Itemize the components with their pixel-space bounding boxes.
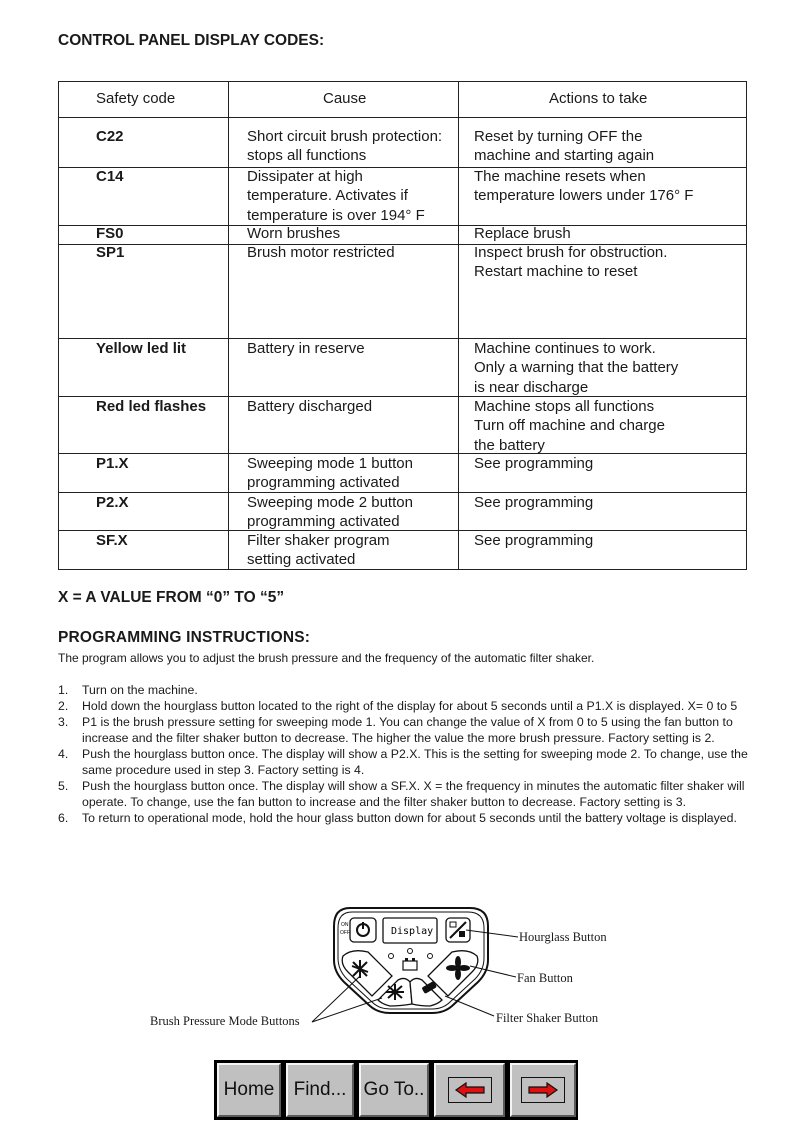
- cause-line: Filter shaker program: [247, 532, 390, 549]
- programming-title: PROGRAMMING INSTRUCTIONS:: [58, 629, 311, 646]
- find-button[interactable]: Find...: [286, 1063, 354, 1117]
- action-line: is near discharge: [474, 378, 589, 396]
- action-line: Machine stops all functions: [474, 398, 655, 415]
- previous-page-button[interactable]: [434, 1063, 505, 1117]
- action-line: Turn off machine and charge: [474, 417, 665, 435]
- code-cell: C14: [96, 168, 124, 185]
- step-text: Push the hourglass button once. The display will show a P2.X. This is the setting for sweeping mode 2. To change, use the same procedure used in step 3. Factory setting is 4.: [82, 747, 748, 777]
- code-cell: Yellow led lit: [96, 340, 187, 357]
- action-line: Inspect brush for obstruction.: [474, 244, 668, 261]
- filter-shaker-callout: Filter Shaker Button: [496, 1011, 599, 1025]
- action-line: See programming: [474, 532, 594, 549]
- list-item: 2. Hold down the hourglass button located to the right of the display for about 5 seconds until a P1.X is displayed. X= 0 to 5: [58, 699, 738, 713]
- header-safety-code: Safety code: [96, 90, 176, 107]
- list-item: 5. Push the hourglass button once. The display will show a SF.X. X = the frequency in minutes the automatic filter shaker will operate. To change, use the fan button to increase and the filter shaker button to decrease. Factory setting is 3.: [58, 779, 745, 809]
- step-text: Turn on the machine.: [82, 683, 198, 697]
- list-item: 1. Turn on the machine.: [58, 683, 198, 697]
- page-heading: CONTROL PANEL DISPLAY CODES:: [58, 32, 325, 49]
- cause-line: Dissipater at high: [247, 168, 363, 185]
- header-cause: Cause: [323, 90, 367, 107]
- display-label: Display: [391, 926, 434, 937]
- list-item: 3. P1 is the brush pressure setting for sweeping mode 1. You can change the value of X from 0 to 5 using the fan button to increase and the filter shaker button to decrease. The higher the value the more brush pressure. Factory setting is 2.: [58, 715, 733, 745]
- code-cell: Red led flashes: [96, 398, 207, 415]
- code-cell: SF.X: [96, 532, 128, 549]
- step-text: P1 is the brush pressure setting for sweeping mode 1. You can change the value of X from 0 to 5 using the fan button to increase and the filter shaker button to decrease. The higher the value the more brush pressure. Factory setting is 2.: [82, 715, 733, 745]
- cause-line: Short circuit brush protection:: [247, 128, 443, 145]
- code-cell: FS0: [96, 225, 124, 242]
- step-text: Hold down the hourglass button located to the right of the display for about 5 seconds until a P1.X is displayed. X= 0 to 5: [82, 699, 738, 713]
- list-item: 4. Push the hourglass button once. The display will show a P2.X. This is the setting for sweeping mode 2. To change, use the same procedure used in step 3. Factory setting is 4.: [58, 747, 748, 777]
- battery-icon-terminal: [405, 958, 408, 961]
- code-cell: P1.X: [96, 455, 129, 472]
- left-arrow-icon: [454, 1082, 486, 1098]
- next-page-button[interactable]: [510, 1063, 576, 1117]
- cause-line: programming activated: [247, 474, 400, 492]
- programming-intro: The program allows you to adjust the brush pressure and the frequency of the automatic filter shaker.: [58, 651, 595, 665]
- action-line: Reset by turning OFF the: [474, 128, 643, 145]
- cause-line: Sweeping mode 2 button: [247, 494, 413, 511]
- cause-line: Brush motor restricted: [247, 244, 395, 261]
- cause-line: Battery in reserve: [247, 340, 365, 357]
- action-line: machine and starting again: [474, 147, 655, 165]
- callout-line: [312, 976, 360, 1022]
- code-cell: C22: [96, 128, 124, 145]
- on-label: ON: [341, 922, 349, 928]
- right-arrow-icon: [527, 1082, 559, 1098]
- cause-line: Sweeping mode 1 button: [247, 455, 413, 472]
- off-label: OFF: [340, 930, 350, 936]
- battery-icon-terminal: [412, 958, 415, 961]
- brush-icon: [386, 984, 404, 1000]
- next-arrow-box: [521, 1077, 565, 1103]
- fan-callout: Fan Button: [517, 971, 573, 985]
- power-button: [350, 918, 376, 942]
- action-line: temperature lowers under 176° F: [474, 187, 694, 205]
- cause-line: Battery discharged: [247, 398, 373, 415]
- action-line: Replace brush: [474, 225, 571, 242]
- action-line: See programming: [474, 455, 594, 472]
- code-cell: SP1: [96, 244, 125, 261]
- cause-line: temperature. Activates if: [247, 187, 408, 205]
- hourglass-icon-part: [459, 931, 465, 937]
- action-line: Machine continues to work.: [474, 340, 656, 357]
- home-button[interactable]: Home: [217, 1063, 281, 1117]
- step-text: To return to operational mode, hold the hour glass button down for about 5 seconds until the battery voltage is displayed.: [82, 811, 737, 825]
- cause-line: setting activated: [247, 551, 356, 569]
- brush-pressure-callout: Brush Pressure Mode Buttons: [150, 1014, 300, 1028]
- cause-line: programming activated: [247, 513, 400, 531]
- cause-line: Worn brushes: [247, 225, 341, 242]
- action-line: Only a warning that the battery: [474, 359, 679, 377]
- cause-line: temperature is over 194° F: [247, 206, 425, 224]
- prev-arrow-box: [448, 1077, 492, 1103]
- list-item: 6. To return to operational mode, hold the hour glass button down for about 5 seconds until the battery voltage is displayed.: [58, 811, 737, 825]
- code-cell: P2.X: [96, 494, 129, 511]
- cause-line: stops all functions: [247, 147, 367, 165]
- goto-button[interactable]: Go To..: [359, 1063, 429, 1117]
- step-text: Push the hourglass button once. The display will show a SF.X. X = the frequency in minutes the automatic filter shaker will operate. To change, use the fan button to increase and the filter shaker button to decrease. Factory setting is 3.: [82, 779, 745, 809]
- action-line: the battery: [474, 436, 545, 454]
- header-actions: Actions to take: [549, 90, 648, 107]
- x-value-note: X = A VALUE FROM “0” TO “5”: [58, 589, 285, 606]
- hourglass-callout: Hourglass Button: [519, 930, 607, 944]
- action-line: Restart machine to reset: [474, 263, 638, 281]
- action-line: The machine resets when: [474, 168, 646, 185]
- callout-line: [312, 998, 382, 1022]
- action-line: See programming: [474, 494, 594, 511]
